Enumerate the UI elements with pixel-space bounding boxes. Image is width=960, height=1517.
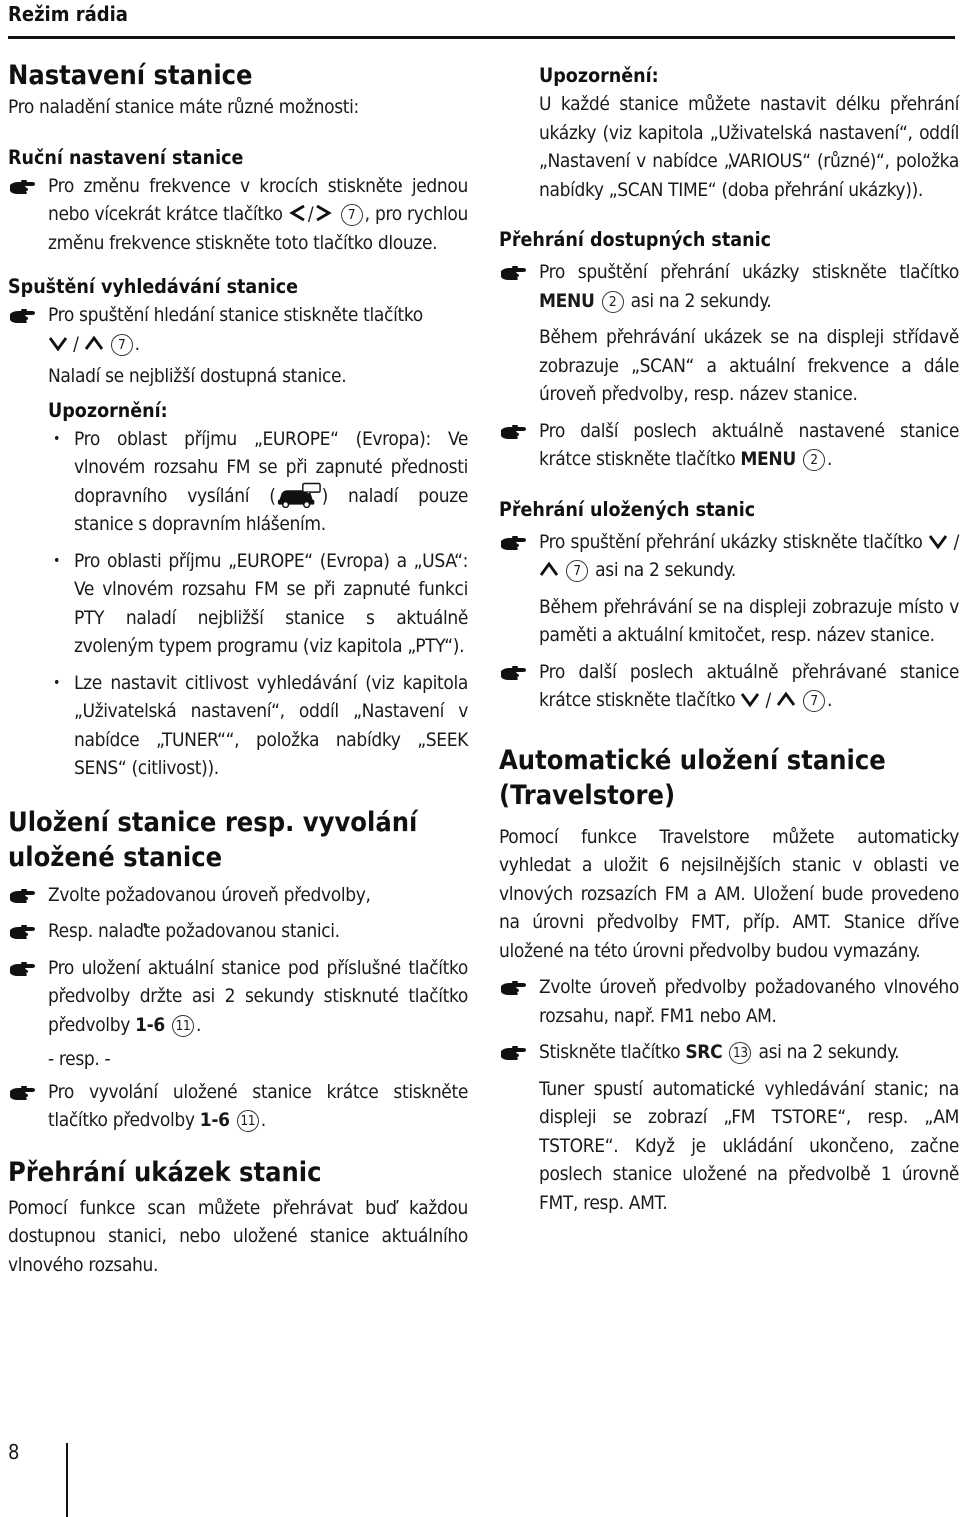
button-number-2: 2 <box>803 449 825 471</box>
hand-pointer-icon <box>8 305 38 325</box>
hand-pointer-icon <box>8 958 38 978</box>
bullet-ulozeni-2: Resp. nalaďte požadovanou stanici. <box>8 917 468 946</box>
prehrani-text: Pomocí funkce scan můžete přehrávat buď každou dostupnou stanici, nebo uložené stanice aktuálního vlnového rozsahu. <box>8 1196 468 1276</box>
note-item-3: • Lze nastavit citlivost vyhledávání (viz kapitola „Uživatelská nastavení“, oddíl „Nastavení v nabídce „TUNER““, položka nabídky „SEEK SENS“ (citlivost)). <box>53 671 468 779</box>
arrow-up-icon <box>776 690 796 708</box>
footer-divider <box>66 1443 68 1517</box>
dostupnych-text: Během přehrávání ukázek se na displeji střídavě zobrazuje „SCAN“ a aktuální frekvence a dále úroveň předvolby, resp. název stanice. <box>539 326 959 405</box>
button-number-11: 11 <box>172 1015 194 1037</box>
heading-dostupnych: Přehrání dostupných stanic <box>499 228 771 251</box>
page-number: 8 <box>8 1440 20 1464</box>
arrow-down-icon <box>48 334 68 352</box>
bullet-rucni: Pro změnu frekvence v krocích stiskněte jednou nebo vícekrát krátce tlačítko / 7 , pro rychlou změnu frekvence stiskněte toto tlačítko dlouze. <box>8 172 468 258</box>
intro-text: Pro naladění stanice máte různé možnosti: <box>8 96 359 118</box>
bullet-dostupnych-2: Pro další poslech aktuálně nastavené stanice krátce stiskněte tlačítko MENU 2 . <box>499 417 959 474</box>
heading-spusteni: Spuštění vyhledávání stanice <box>8 275 299 298</box>
arrow-up-icon <box>84 334 104 352</box>
section-title: Režim rádia <box>8 2 128 26</box>
arrow-down-icon <box>928 532 948 550</box>
heading-prehrani: Přehrání ukázek stanic <box>8 1156 322 1188</box>
hand-pointer-icon <box>499 977 529 997</box>
traffic-car-icon <box>276 482 322 508</box>
hand-pointer-icon <box>8 921 38 941</box>
hand-pointer-icon <box>499 262 529 282</box>
button-number-7: 7 <box>566 560 588 582</box>
bullet-ulozenych-1: Pro spuštění přehrání ukázky stiskněte tlačítko / 7 asi na 2 sekundy. <box>499 528 959 585</box>
right-column <box>499 58 959 1217</box>
note-item-1: • Pro oblast příjmu „EUROPE“ (Evropa): Ve vlnovém rozsahu FM se při zapnuté přednosti dopravního vysílání ( ) naladí pouze stanice s dopravním hlášením. <box>53 427 468 535</box>
note-heading: Upozornění: <box>48 398 168 422</box>
automaticke-result-text: Tuner spustí automatické vyhledávání stanic; na displeji se zobrazí „FM TSTORE“, resp. „AM TSTORE“. Když je ukládání ukončeno, začne poslech stanice uložené na předvolbě 1 úrovně FMT, resp. AMT. <box>539 1077 959 1214</box>
bullet-ulozeni-4: Pro vyvolání uložené stanice krátce stiskněte tlačítko předvolby 1-6 11 . <box>8 1078 468 1135</box>
arrow-left-icon <box>288 204 308 222</box>
header-bar <box>8 0 955 39</box>
note-heading-right: Upozornění: <box>539 64 659 87</box>
naladi-text: Naladí se nejbližší dostupná stanice. <box>48 365 347 387</box>
note-text-right: U každé stanice můžete nastavit délku přehrání ukázky (viz kapitola „Uživatelská nastavení“, oddíl „Nastavení v nabídce „VARIOUS“ (různé)“, položka nabídky „SCAN TIME“ (doba přehrání ukázky)). <box>539 93 959 201</box>
button-number-11: 11 <box>237 1110 259 1132</box>
resp-text: - resp. - <box>48 1048 111 1070</box>
heading-ulozeni: Uložení stanice resp. vyvolání uložené stanice <box>8 806 418 873</box>
button-number-13: 13 <box>729 1042 751 1064</box>
bullet-spusteni: Pro spuštění hledání stanice stiskněte tlačítko / 7 . <box>8 301 468 358</box>
bullet-auto-2: Stiskněte tlačítko SRC 13 asi na 2 sekundy. <box>499 1038 959 1067</box>
arrow-right-icon <box>313 204 333 222</box>
hand-pointer-icon <box>8 885 38 905</box>
bullet-auto-1: Zvolte úroveň předvolby požadovaného vlnového rozsahu, např. FM1 nebo AM. <box>499 973 959 1030</box>
heading-nastaveni: Nastavení stanice <box>8 60 253 91</box>
bullet-ulozeni-1: Zvolte požadovanou úroveň předvolby, <box>8 881 468 910</box>
hand-pointer-icon <box>499 1042 529 1062</box>
hand-pointer-icon <box>499 662 529 682</box>
bullet-dostupnych-1: Pro spuštění přehrání ukázky stiskněte tlačítko MENU 2 asi na 2 sekundy. <box>499 258 959 315</box>
arrow-up-icon <box>539 560 559 578</box>
ulozenych-text: Během přehrávání se na displeji zobrazuje místo v paměti a aktuální kmitočet, resp. název stanice. <box>539 595 959 646</box>
hand-pointer-icon <box>499 532 529 552</box>
button-number-7: 7 <box>111 334 133 356</box>
bullet-ulozeni-3: Pro uložení aktuální stanice pod příslušné tlačítko předvolby držte asi 2 sekundy stisknuté tlačítko předvolby 1-6 11 . <box>8 954 468 1040</box>
heading-ulozenych: Přehrání uložených stanic <box>499 497 756 521</box>
arrow-down-icon <box>740 690 760 708</box>
hand-pointer-icon <box>8 1082 38 1102</box>
automaticke-text: Pomocí funkce Travelstore můžete automaticky vyhledat a uložit 6 nejsilnějších stanic v oblasti ve vlnových rozsazích FM a AM. Uložení bude provedeno na úrovni předvolby FMT, příp. AMT. Stanice dříve uložené na této úrovni předvolby budou vymazány. <box>499 825 959 962</box>
button-number-7: 7 <box>341 204 363 226</box>
heading-automaticke: Automatické uložení stanice (Travelstore) <box>499 744 886 811</box>
button-number-7: 7 <box>803 690 825 712</box>
note-item-2: • Pro oblasti příjmu „EUROPE“ (Evropa) a „USA“: Ve vlnovém rozsahu FM se při zapnuté funkci PTY naladí nejbližší stanice s aktuálně zvoleným typem programu (viz kapitola „PTY“). <box>53 549 468 657</box>
hand-pointer-icon <box>8 176 38 196</box>
button-number-2: 2 <box>602 291 624 313</box>
bullet-ulozenych-2: Pro další poslech aktuálně přehrávané stanice krátce stiskněte tlačítko / 7 . <box>499 658 959 715</box>
heading-rucni: Ruční nastavení stanice <box>8 145 244 169</box>
hand-pointer-icon <box>499 421 529 441</box>
left-column <box>8 58 468 1279</box>
